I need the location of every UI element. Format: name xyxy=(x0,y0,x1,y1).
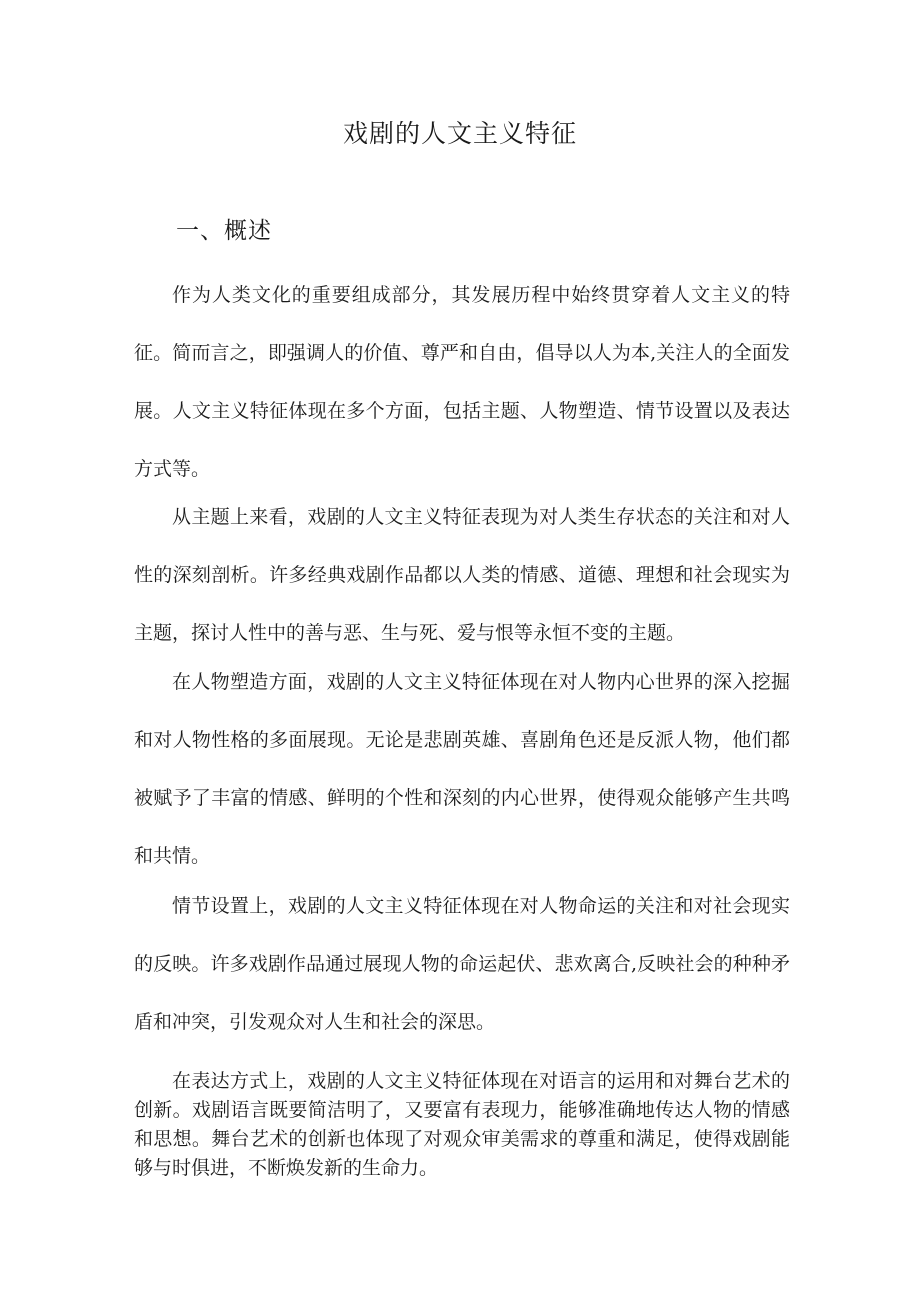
paragraph-overview: 作为人类文化的重要组成部分，其发展历程中始终贯穿着人文主义的特征。简而言之，即强调人的价值、尊严和自由，倡导以人为本,关注人的全面发展。人文主义特征体现在多个方面，包括主题、人物塑造、情节设置以及表达方式等。 xyxy=(134,284,790,480)
paragraph-plot: 情节设置上，戏剧的人文主义特征体现在对人物命运的关注和对社会现实的反映。许多戏剧作品通过展现人物的命运起伏、悲欢离合,反映社会的种种矛盾和冲突，引发观众对人生和社会的深思。 xyxy=(134,895,790,1033)
paragraph-theme: 从主题上来看，戏剧的人文主义特征表现为对人类生存状态的关注和对人性的深刻剖析。许多经典戏剧作品都以人类的情感、道德、理想和社会现实为主题，探讨人性中的善与恶、生与死、爱与恨等永恒不变的主题。 xyxy=(134,506,790,644)
paragraph-expression: 在表达方式上，戏剧的人文主义特征体现在对语言的运用和对舞台艺术的创新。戏剧语言既要简洁明了，又要富有表现力，能够准确地传达人物的情感和思想。舞台艺术的创新也体现了对观众审美需求的尊重和满足，使得戏剧能够与时俱进，不断焕发新的生命力。 xyxy=(134,1070,790,1179)
paragraph-characters: 在人物塑造方面，戏剧的人文主义特征体现在对人物内心世界的深入挖掘和对人物性格的多面展现。无论是悲剧英雄、喜剧角色还是反派人物，他们都被赋予了丰富的情感、鲜明的个性和深刻的内心世界，使得观众能够产生共鸣和共情。 xyxy=(134,671,790,867)
document-title: 戏剧的人文主义特征 xyxy=(342,119,577,148)
section-heading: 一、概述 xyxy=(176,218,272,244)
